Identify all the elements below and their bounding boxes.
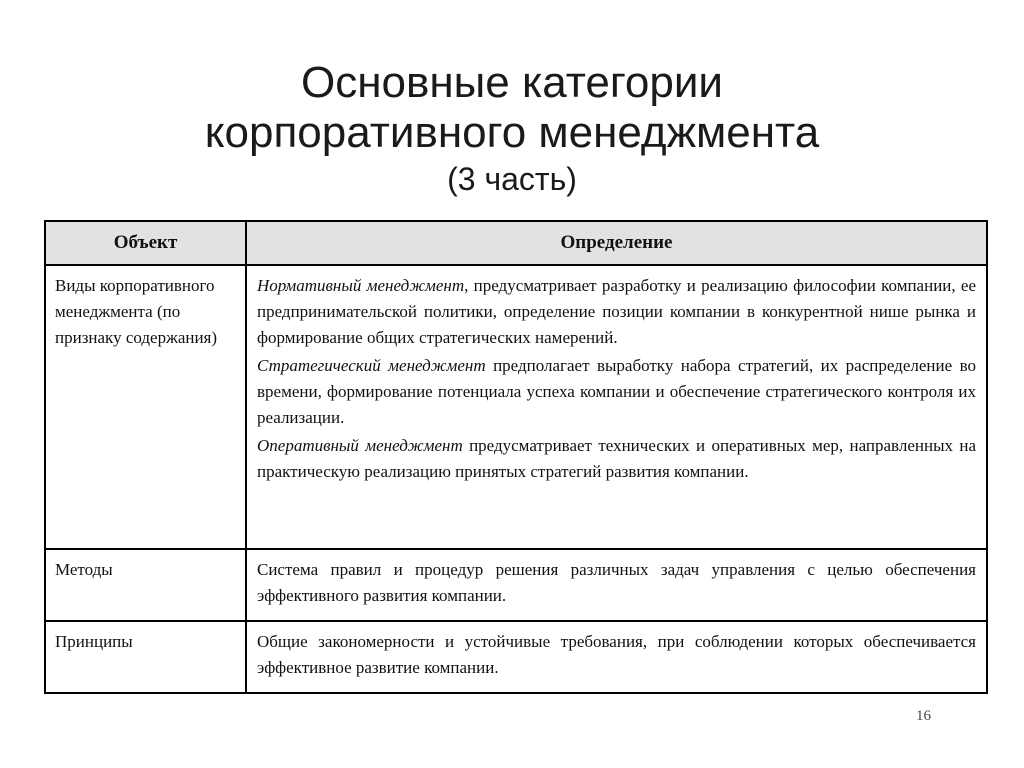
cell-object-principles: Принципы bbox=[45, 621, 246, 693]
header-object: Объект bbox=[45, 221, 246, 265]
definition-paragraph-operative bbox=[257, 433, 976, 485]
table-row bbox=[45, 549, 987, 621]
slide-title-line-2: корпоративного менеджмента bbox=[204, 108, 820, 157]
slide-title-block bbox=[0, 58, 1024, 198]
term-strategic: Стратегический менеджмент bbox=[257, 356, 486, 375]
table-header-row bbox=[45, 221, 987, 265]
text-strategic: предполагает выработку набора стратегий, их распределение во времени, формирование потенциала успеха компании и обеспечение стратегического контроля их реализации. bbox=[257, 356, 976, 427]
cell-definition-methods: Система правил и процедур решения различных задач управления с целью обеспечения эффективного развития компании. bbox=[246, 549, 987, 621]
page-number: 16 bbox=[916, 708, 931, 724]
term-normative: Нормативный менеджмент bbox=[257, 276, 465, 295]
table-row bbox=[45, 621, 987, 693]
cell-object-methods: Методы bbox=[45, 549, 246, 621]
table-row bbox=[45, 265, 987, 549]
text-normative: , предусматривает разработку и реализацию философии компании, ее предпринимательской политики, определение позиции компании в конкурентной нише рынка и формирование общих стратегических намерений. bbox=[257, 276, 976, 347]
header-definition: Определение bbox=[246, 221, 987, 265]
definition-paragraph-strategic bbox=[257, 353, 976, 431]
text-operative: предусматривает технических и оперативных мер, направленных на практическую реализацию принятых стратегий развития компании. bbox=[257, 436, 976, 481]
cell-object-types: Виды корпоративного менеджмента (по признаку содержания) bbox=[45, 265, 246, 549]
cell-definition-types bbox=[246, 265, 987, 549]
term-operative: Оперативный менеджмент bbox=[257, 436, 463, 455]
slide-subtitle: (3 часть) bbox=[447, 161, 577, 197]
slide-title-line-1: Основные категории bbox=[300, 58, 724, 107]
definition-paragraph-normative bbox=[257, 273, 976, 351]
categories-table bbox=[44, 220, 988, 694]
cell-definition-principles: Общие закономерности и устойчивые требования, при соблюдении которых обеспечивается эффективное развитие компании. bbox=[246, 621, 987, 693]
